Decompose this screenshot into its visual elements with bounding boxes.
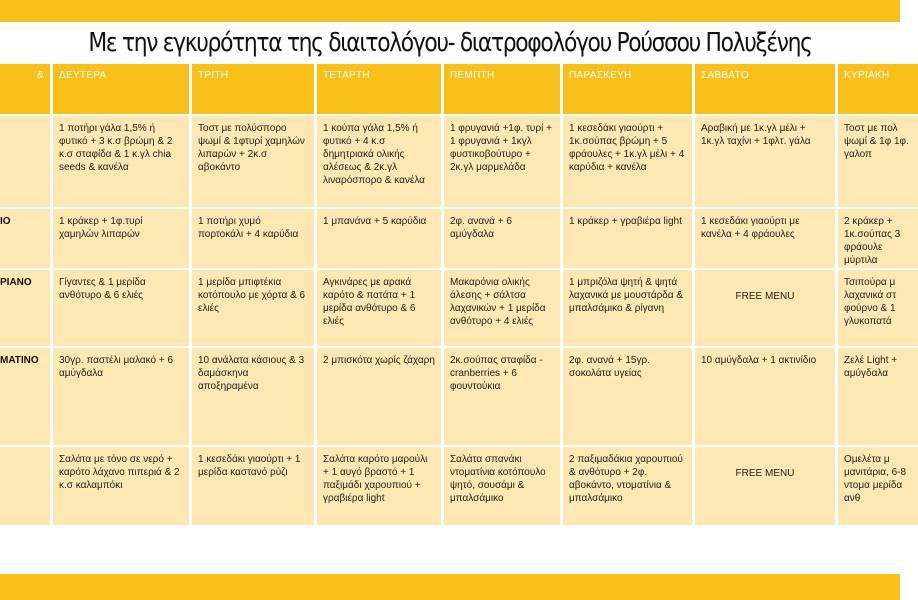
meal-text: 1 μερίδα μπιφτέκια κοτόπουλο με χόρτα & 6 ελιές [198,277,306,314]
meal-text: 10 ανάλατα κάσιους & 3 δαμάσκηνα αποξηραμένα [198,355,305,392]
meal-cell [563,447,692,525]
meal-cell [192,116,314,207]
day-header: ΠΑΡΑΣΚΕΥΗ [563,64,692,114]
meal-cell [838,116,918,207]
meal-cell [444,348,560,445]
meal-label: ΙΟ [0,209,50,268]
meal-cell [53,209,189,268]
meal-text: 1 μπριζόλα ψητή & ψητά λαχανικά με μουστάρδα & μπαλσάμικο & ρίγανη [569,277,684,314]
meal-text: 1 ποτήρι γάλα 1,5% ή φυτικό + 3 κ.σ βρώμη & 2 κ.σ σταφίδα & 1 κ.γλ chia seeds & κανέλα [59,123,173,173]
meal-cell [563,209,692,268]
meal-text: Τοστ με πολ ψωμί & 1φ 1φ. γαλοπ [844,123,909,160]
meal-cell [838,447,918,525]
day-header: ΤΡΙΤΗ [192,64,314,114]
meal-text: 2φ. ανανά + 6 αμύγδαλα [450,216,512,240]
meal-text: 1 κεσεδάκι γιαούρτι με κανέλα + 4 φράουλες [701,216,800,240]
meal-text: 2 μπισκότα χωρίς ζάχαρη [323,355,435,366]
meal-text: 1 ποτήρι χυμό πορτοκάλι + 4 καρύδια [198,216,299,240]
meal-cell [444,116,560,207]
meal-cell [563,116,692,207]
free-menu-cell [695,447,835,525]
meal-cell [192,348,314,445]
meal-cell [317,116,441,207]
day-header: ΚΥΡΙΑΚΗ [838,64,918,114]
meal-cell [192,270,314,346]
day-header: ΠΕΜΠΤΗ [444,64,560,114]
meal-text: 1 φρυγανιά +1φ. τυρί + 1 φρυγανιά + 1κγλ φυστικοβούτυρο + 2κ.γλ μαρμελάδα [450,123,552,173]
meal-cell [444,270,560,346]
free-menu-cell [695,270,835,346]
meal-text: Τσιπούρα μ λαχανικά στ φούρνο & 1 γλυκοπατά [844,277,897,327]
meal-text: Σαλάτα σπανάκι ντοματίνια κοτόπουλο ψητό, σουσάμι & μπαλσάμικο [450,454,546,504]
meal-text: Τοστ με πολύσπορο ψωμί & 1φτυρί χαμηλών λιπαρών + 2κ.σ αβοκάντο [198,123,305,173]
day-header: ΔΕΥΤΕΡΑ [53,64,189,114]
meal-text: Σαλάτα με τόνο σε νερό + καρότο λάχανο πιπεριά & 2 κ.σ καλαμπόκι [59,454,180,491]
meal-text: 1 μπανάνα + 5 καρύδια [323,216,427,227]
meal-cell [563,270,692,346]
meal-text: 30γρ. παστέλι μαλακό + 6 αμύγδαλα [59,355,174,379]
header-corner: & [0,64,50,114]
meal-cell [838,270,918,346]
meal-row [0,270,900,346]
meal-text: FREE MENU [735,291,795,302]
meal-cell [444,209,560,268]
day-header: ΣΑΒΒΑΤΟ [695,64,835,114]
meal-label: ΜΑΤΙΝΟ [0,348,50,445]
meal-cell [838,209,918,268]
meal-cell [317,209,441,268]
meal-text: 1 κράκερ + 1φ.τυρί χαμηλών λιπαρών [59,216,143,240]
header-row [0,64,900,114]
meal-label [0,116,50,207]
meal-cell [53,270,189,346]
meal-text: 1 κράκερ + γραβιέρα light [569,216,682,227]
meal-text: 10 αμύγδαλα + 1 ακτινίδιο [701,355,817,366]
meal-text: 2φ. ανανά + 15γρ. σοκολάτα υγείας [569,355,650,379]
meal-cell [838,348,918,445]
top-color-band [0,0,900,22]
meal-row [0,209,900,268]
meal-text: 1 κεσεδάκι γιαούρτι + 1 μερίδα καστανό ρύζι [198,454,301,478]
meal-cell [53,348,189,445]
meal-text: 2 παξιμαδάκια χαρουπιού & ανθότυρο + 2φ. αβοκάντο, ντοματίνια & μπαλσάμικο [569,454,683,504]
meal-cell [563,348,692,445]
meal-text: Γίγαντες & 1 μερίδα ανθότυρο & 6 ελιές [59,277,146,301]
page-title: Με την εγκυρότητα της διαιτολόγου- διατροφολόγου Ρούσσου Πολυξένης [88,28,812,58]
meal-text: FREE MENU [735,468,795,479]
meal-cell [444,447,560,525]
meal-row [0,116,909,207]
meal-text: Αραβική με 1κ.γλ μέλι + 1κ.γλ ταχίνι + 1φλτ. γάλα [701,123,811,147]
meal-text: Μακαρόνια ολικής άλεσης + σάλτσα λαχανικών + 1 μερίδα ανθότυρο + 4 ελιές [450,277,546,327]
bottom-color-band [0,574,900,600]
meal-row [0,348,900,445]
meal-text: Ομελέτα μ μανιτάρια, 6-8 ντομα μερίδα ανθ [844,454,907,504]
meal-cell [695,209,835,268]
meal-cell [192,209,314,268]
meal-cell [192,447,314,525]
meal-text: Ζελέ Light + αμύγδαλα [844,355,898,379]
meal-cell [53,116,189,207]
meal-cell [53,447,189,525]
meal-cell [317,447,441,525]
meal-text: 1 κεσεδάκι γιαούρτι + 1κ.σούπας βρώμη + 5 φράουλες + 1κ.γλ μέλι + 4 καρύδια + κανέλα [569,123,685,173]
meal-cell [695,348,835,445]
meal-text: Αγκινάρες με αρακά καρότο & πατάτα + 1 μερίδα ανθότυρο & 6 ελιές [323,277,416,327]
day-header: ΤΕΤΑΡΤΗ [317,64,441,114]
meal-label [0,447,50,525]
meal-text: 2 κράκερ + 1κ.σούπας 3 φράουλε μύρτιλα [844,216,901,266]
meal-label: ΡΙΑΝΟ [0,270,50,346]
meal-cell [695,116,835,207]
meal-text: 2κ.σούπας σταφίδα -cranberries + 6 φουντούκια [450,355,543,392]
meal-text: Σαλάτα καρότο μαρούλι + 1 αυγό βραστό + 1 παξιμάδι χαρουπιού + γραβιέρα light [323,454,428,504]
meal-row [0,447,907,525]
meal-cell [317,348,441,445]
meal-cell [317,270,441,346]
meal-text: 1 κούπα γάλα 1,5% ή φυτικό + 4 κ.σ δημητριακά ολικής αλέσεως & 2κ.γλ λιναρόσπορο & κανέλα [323,123,425,186]
